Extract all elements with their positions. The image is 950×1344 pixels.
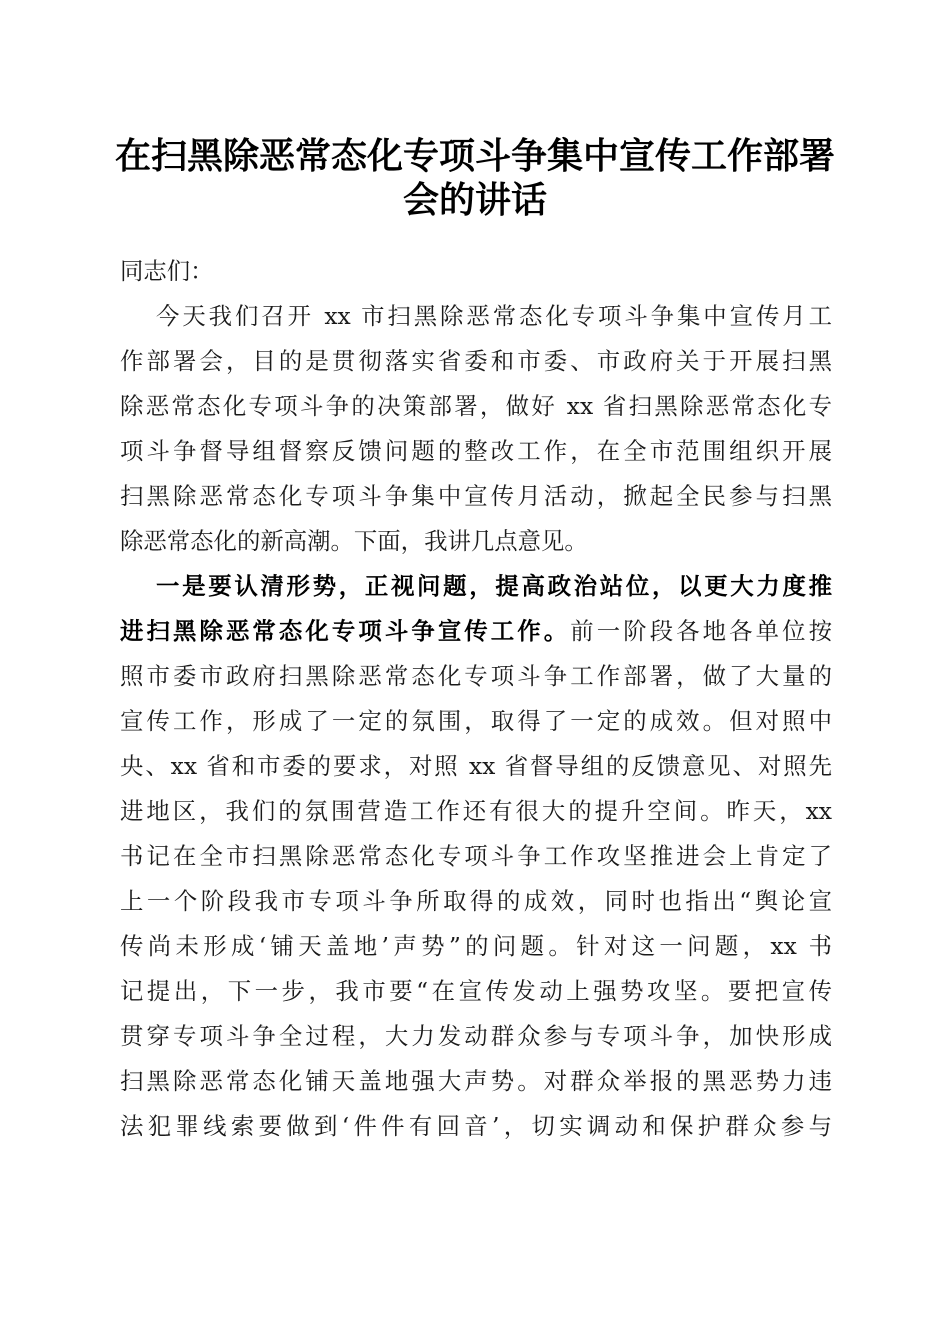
paragraph-line-tail: 前一阶段各地各单位按 (570, 617, 833, 645)
paragraph-line: 扫黑除恶常态化专项斗争集中宣传月活动，掀起全民参与扫黑 (120, 482, 832, 510)
paragraph-line: 记提出，下一步，我市要“在宣传发动上强势攻坚。要把宣传 (120, 977, 832, 1005)
paragraph-line: 法犯罪线索要做到‘件件有回音’，切实调动和保护群众参与 (120, 1112, 832, 1140)
point-heading-tail: 进扫黑除恶常态化专项斗争宣传工作。 (120, 617, 571, 645)
point-heading-line: 一是要认清形势，正视问题，提高政治站位，以更大力度推 (156, 572, 832, 600)
paragraph-point-one (120, 564, 832, 1149)
document-title (110, 134, 840, 222)
paragraph-line: 书记在全市扫黑除恶常态化专项斗争工作攻坚推进会上肯定了 (120, 842, 832, 870)
document-body (120, 249, 832, 1149)
paragraph-line: 除恶常态化的新高潮。下面，我讲几点意见。 (120, 527, 588, 555)
paragraph-line: 贯穿专项斗争全过程，大力发动群众参与专项斗争，加快形成 (120, 1022, 832, 1050)
paragraph-line: 央、xx 省和市委的要求，对照 xx 省督导组的反馈意见、对照先 (120, 752, 832, 780)
paragraph-line: 照市委市政府扫黑除恶常态化专项斗争工作部署，做了大量的 (120, 662, 832, 690)
salutation: 同志们： (120, 257, 214, 285)
paragraph-line: 扫黑除恶常态化铺天盖地强大声势。对群众举报的黑恶势力违 (120, 1067, 832, 1095)
paragraph-line: 进地区，我们的氛围营造工作还有很大的提升空间。昨天，xx (120, 797, 832, 825)
paragraph-line: 上一个阶段我市专项斗争所取得的成效，同时也指出“舆论宣 (120, 887, 832, 915)
paragraph-opening (120, 294, 832, 564)
paragraph-line: 除恶常态化专项斗争的决策部署，做好 xx 省扫黑除恶常态化专 (120, 392, 832, 420)
paragraph-line: 宣传工作，形成了一定的氛围，取得了一定的成效。但对照中 (120, 707, 832, 735)
paragraph-line: 传尚未形成‘铺天盖地’声势”的问题。针对这一问题，xx 书 (120, 932, 832, 960)
title-line: 会的讲话 (402, 179, 547, 221)
paragraph-line-mixed (120, 609, 832, 654)
paragraph-line: 今天我们召开 xx 市扫黑除恶常态化专项斗争集中宣传月工 (156, 302, 832, 330)
title-line: 在扫黑除恶常态化专项斗争集中宣传工作部署 (114, 135, 835, 177)
paragraph-line: 项斗争督导组督察反馈问题的整改工作，在全市范围组织开展 (120, 437, 832, 465)
paragraph-line: 作部署会，目的是贯彻落实省委和市委、市政府关于开展扫黑 (120, 347, 832, 375)
